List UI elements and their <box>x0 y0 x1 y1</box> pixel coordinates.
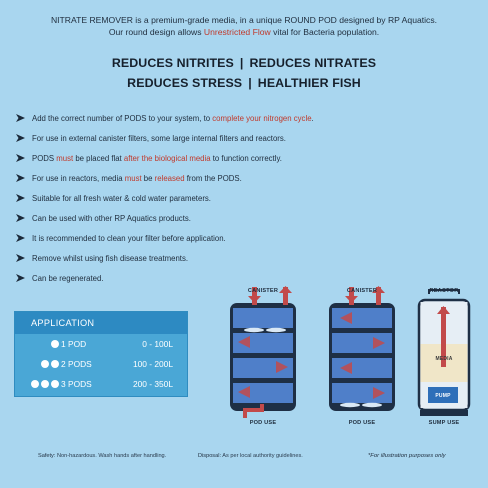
bullet-item: It is recommended to clean your filter before application. <box>16 232 476 252</box>
benefit-reduces-nitrates: REDUCES NITRATES <box>249 56 377 70</box>
benefit-reduces-stress: REDUCES STRESS <box>127 76 243 90</box>
bullet-item: Remove whilst using fish disease treatments. <box>16 252 476 272</box>
application-row-label: 2 PODS <box>61 359 92 369</box>
canister-2-label: CANISTER <box>346 288 378 294</box>
intro-line-1: NITRATE REMOVER is a premium-grade media, in a unique ROUND POD designed by RP Aquatics. <box>50 15 438 25</box>
bullet-item: Add the correct number of PODS to your system, to complete your nitrogen cycle. <box>16 112 476 132</box>
benefit-reduces-nitrites: REDUCES NITRITES <box>111 56 234 70</box>
canister-2-diagram <box>329 286 395 411</box>
bullet-item: PODS must be placed flat after the biological media to function correctly. <box>16 152 476 172</box>
disposal-text: As per local authority guidelines. <box>221 453 303 459</box>
application-row-label: 1 POD <box>61 339 87 349</box>
headline-separator: | <box>248 76 252 90</box>
reactor-media-label: MEDIA <box>435 356 453 362</box>
reactor-pump-label: PUMP <box>435 393 451 399</box>
safety-label: Safety: <box>38 453 56 459</box>
canister-1-label: CANISTER <box>247 288 279 294</box>
reactor-caption: SUMP USE <box>428 420 460 426</box>
canister-1-diagram <box>230 286 296 418</box>
canister-1-caption: POD USE <box>249 420 277 426</box>
application-title: APPLICATION <box>15 312 187 334</box>
application-row-label: 3 PODS <box>61 379 92 389</box>
bullet-item: For use in external canister filters, some large internal filters and reactors. <box>16 132 476 152</box>
application-row-range: 0 - 100L <box>142 339 173 349</box>
bullet-item: Can be used with other RP Aquatics products. <box>16 212 476 232</box>
bullet-item: For use in reactors, media must be released from the PODS. <box>16 172 476 192</box>
bullet-item: Can be regenerated. <box>16 272 476 292</box>
intro-highlight: Unrestricted Flow <box>203 27 271 37</box>
disposal-label: Disposal: <box>198 453 222 459</box>
headline-separator: | <box>239 56 244 70</box>
application-row-range: 100 - 200L <box>132 359 173 369</box>
benefit-healthier-fish: HEALTHIER FISH <box>257 76 361 90</box>
safety-note <box>38 453 166 459</box>
illustration-note: *For illustration purposes only <box>368 453 446 459</box>
intro-line-2-post: vital for Bacteria population. <box>270 27 380 37</box>
canister-2-caption: POD USE <box>348 420 376 426</box>
disposal-note <box>198 453 303 459</box>
safety-text: Non-hazardous. Wash hands after handling. <box>55 453 167 459</box>
bullet-item: Suitable for all fresh water & cold water parameters. <box>16 192 476 212</box>
application-row-range: 200 - 350L <box>132 379 173 389</box>
reactor-label: REACTOR <box>429 288 459 294</box>
intro-line-2-pre: Our round design allows <box>108 27 204 37</box>
